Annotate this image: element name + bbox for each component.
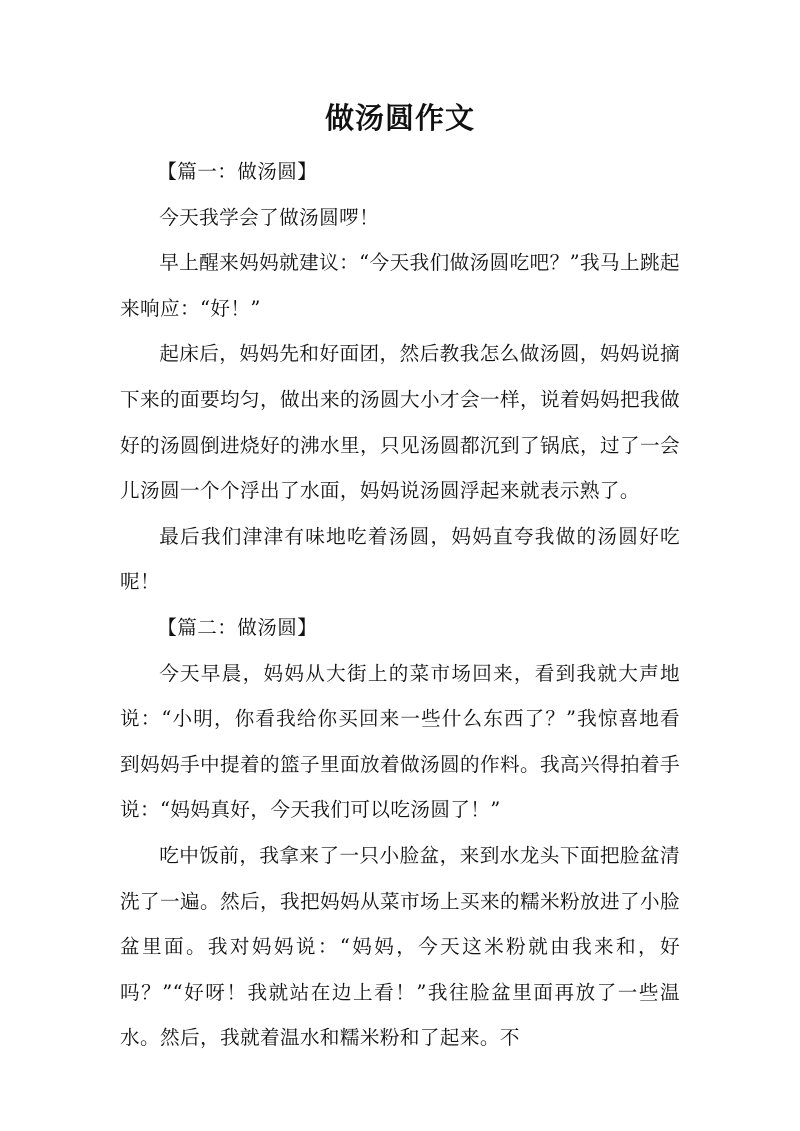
- section-1-heading: 【篇一：做汤圆】: [157, 160, 318, 183]
- paragraph: 早上醒来妈妈就建议：“今天我们做汤圆吃吧？”我马上跳起来响应：“好！”: [120, 251, 680, 320]
- paragraph: 起床后，妈妈先和好面团，然后教我怎么做汤圆，妈妈说摘下来的面要均匀，做出来的汤圆大小才会一样，说着妈妈把我做好的汤圆倒进烧好的沸水里，只见汤圆都沉到了锅底，过了一会儿汤圆一个个浮出了水面，妈妈说汤圆浮起来就表示熟了。: [120, 342, 680, 503]
- paragraph: 吃中饭前，我拿来了一只小脸盆，来到水龙头下面把脸盆清洗了一遍。然后，我把妈妈从菜市场上买来的糯米粉放进了小脸盆里面。我对妈妈说：“妈妈，今天这米粉就由我来和，好吗？”“好呀！我就站在边上看！”我往脸盆里面再放了一些温水。然后，我就着温水和糯米粉和了起来。不: [120, 843, 680, 1050]
- document-title: 做汤圆作文: [324, 101, 475, 135]
- paragraph: 今天我学会了做汤圆啰！: [159, 205, 380, 229]
- paragraph: 最后我们津津有味地吃着汤圆，妈妈直夸我做的汤圆好吃呢！: [120, 524, 680, 594]
- document-body: [120, 149, 680, 1061]
- section-2-heading: 【篇二：做汤圆】: [157, 615, 318, 639]
- document-page: [120, 0, 680, 1131]
- paragraph: 今天早晨，妈妈从大街上的菜市场回来，看到我就大声地说：“小明，你看我给你买回来一些什么东西了？”我惊喜地看到妈妈手中提着的篮子里面放着做汤圆的作料。我高兴得拍着手说：“妈妈真好，今天我们可以吃汤圆了！”: [120, 661, 680, 822]
